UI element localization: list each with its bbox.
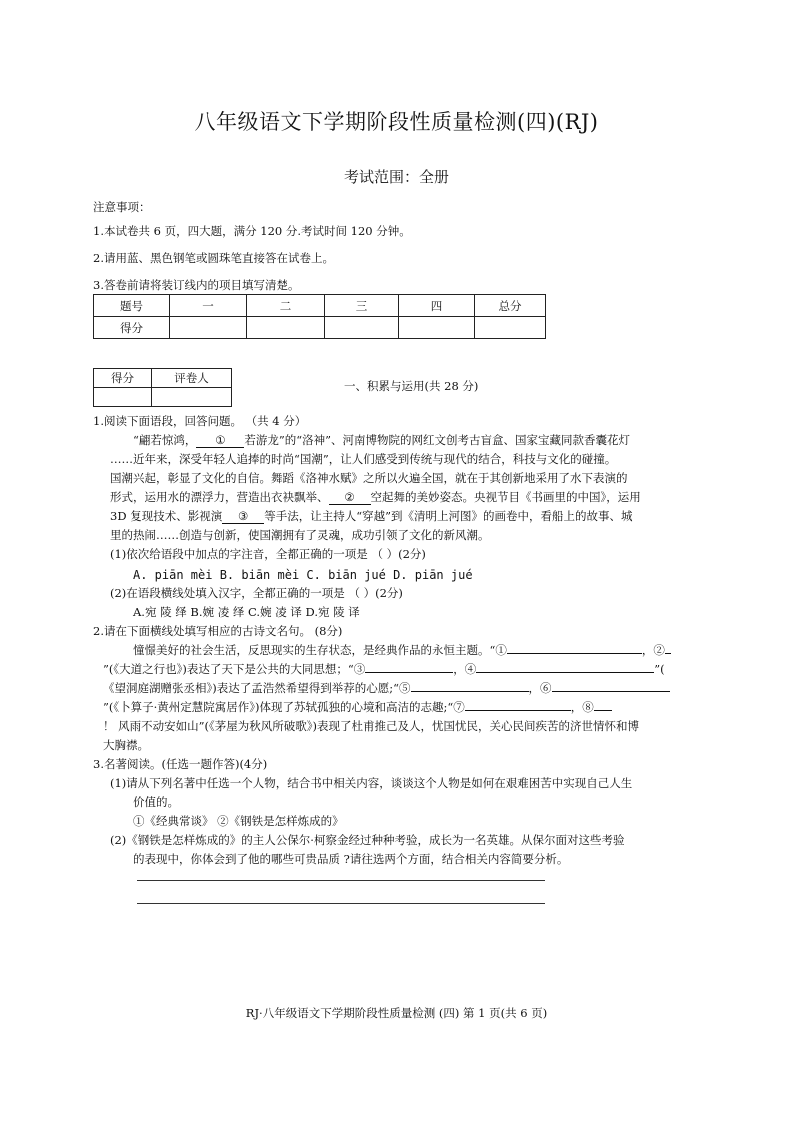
notice-item: 3.答卷前请将装订线内的项目填写清楚。 [93,278,300,292]
poem-blank-3[interactable] [365,672,453,673]
sub-question: (2)《钢铁是怎样炼成的》的主人公保尔·柯察金经过种种考验，成长为一名英雄。从保尔面对这些考验 [110,833,625,847]
grader-name-cell[interactable] [152,388,232,407]
score-cell[interactable] [325,317,399,339]
score-cell[interactable] [475,317,546,339]
answer-options: A. piān mèi B. biān mèi C. biān jué D. piān jué [133,568,473,582]
score-cell[interactable] [170,317,247,339]
grader-score-cell[interactable] [94,388,152,407]
poem-blank-2[interactable] [665,653,671,654]
answer-line[interactable] [137,903,545,904]
score-header-cell: 三 [325,295,399,317]
poem-line: ”(《大道之行也》)表达了天下是公共的大同思想；“③ ，④ ”( [103,662,665,676]
poem-line: 《望洞庭湖赠张丞相》)表达了孟浩然希望得到举荐的心愿;“⑤ ，⑥ [103,679,670,697]
poem-line: 憧憬美好的社会生活，反思现实的生存状态，是经典作品的永恒主题。“① ，② [133,641,671,659]
score-row-label: 得分 [94,317,170,339]
sub-question: (2)在语段横线处填入汉字，全都正确的一项是 （ ）(2分) [110,586,403,600]
grader-header-cell: 评卷人 [152,369,232,388]
book-options: ①《经典常谈》 ②《钢铁是怎样炼成的》 [133,814,344,828]
question-2-stem: 2.请在下面横线处填写相应的古诗文名句。 (8分) [93,624,343,638]
answer-line[interactable] [137,880,545,881]
poem-blank-5[interactable] [411,691,529,692]
question-3-stem: 3.名著阅读。(任选一题作答)(4分) [93,757,268,771]
passage-line: ……近年来，深受年轻人追捧的时尚“国潮”，让人们感受到传统与现代的结合，科技与文化的碰撞。 [110,452,617,466]
poem-blank-7[interactable] [465,710,571,711]
passage-line: “翩若惊鸿， ① 若游龙”的“洛神”、河南博物院的网红文创考古盲盒、国家宝藏同款香囊花灯 [133,433,631,447]
score-cell[interactable] [399,317,475,339]
notice-item: 1.本试卷共 6 页，四大题，满分 120 分.考试时间 120 分钟。 [93,224,411,238]
blank-1[interactable]: ① [196,433,244,448]
sub-question: (1)依次给语段中加点的字注音，全都正确的一项是 （ ）(2分) [110,547,426,561]
poem-blank-8[interactable] [594,710,612,711]
score-cell[interactable] [247,317,325,339]
notice-item: 2.请用蓝、黑色钢笔或圆珠笔直接答在试卷上。 [93,251,334,265]
grader-header-cell: 得分 [94,369,152,388]
grader-table [93,368,232,407]
sub-question: 的表现中，你体会到了他的哪些可贵品质 ?请往选两个方面，结合相关内容简要分析。 [133,852,569,866]
page-title: 八年级语文下学期阶段性质量检测(四)(RJ) [194,110,599,134]
sub-question: 价值的。 [133,795,179,809]
blank-2[interactable]: ② [329,490,371,505]
poem-line: ”(《卜算子·黄州定慧院寓居作》)体现了苏轼孤独的心境和高洁的志趣;“⑦ ，⑧ [103,698,612,716]
score-header-cell: 总分 [475,295,546,317]
score-table-row [94,317,546,339]
section-heading: 一、积累与运用(共 28 分) [344,379,479,393]
score-table [93,294,546,339]
passage-line: 里的热闹……创造与创新，使国潮拥有了灵魂，成功引领了文化的新风潮。 [110,528,490,542]
poem-blank-1[interactable] [507,653,642,654]
blank-3[interactable]: ③ [222,509,264,524]
passage-line: 3D 复现技术、影视演 ③ 等手法，让主持人“穿越”到《清明上河图》的画卷中，看船上的故事、城 [110,509,633,523]
score-header-cell: 四 [399,295,475,317]
sub-question: (1)请从下列名著中任选一个人物，结合书中相关内容，谈谈这个人物是如何在艰难困苦中实现自己人生 [110,776,633,790]
poem-blank-6[interactable] [552,691,670,692]
answer-options: A.宛 陵 绎 B.婉 凌 绎 C.婉 凌 译 D.宛 陵 译 [133,605,360,619]
exam-scope: 考试范围：全册 [343,168,449,186]
score-header-cell: 题号 [94,295,170,317]
question-1-stem: 1.阅读下面语段，回答问题。 （共 4 分） [93,414,307,428]
passage-line: 形式，运用水的漂浮力，营造出衣袂飘举、 ② 空起舞的美妙姿态。央视节目《书画里的中国》，运用 [110,490,641,504]
score-table-header [94,295,546,317]
passage-line: 国潮兴起，彰显了文化的自信。舞蹈《洛神水赋》之所以火遍全国，就在于其创新地采用了水下表演的 [110,471,628,485]
poem-line: 大胸襟。 [103,738,149,752]
page-footer: RJ·八年级语文下学期阶段性质量检测 (四) 第 1 页(共 6 页) [245,1006,548,1020]
poem-line: ！ 风雨不动安如山”(《茅屋为秋风所破歌》)表现了杜甫推己及人，忧国忧民，关心民间疾苦的济世情怀和博 [103,719,640,733]
score-header-cell: 二 [247,295,325,317]
poem-blank-4[interactable] [476,672,654,673]
notice-heading: 注意事项： [93,200,151,214]
score-header-cell: 一 [170,295,247,317]
